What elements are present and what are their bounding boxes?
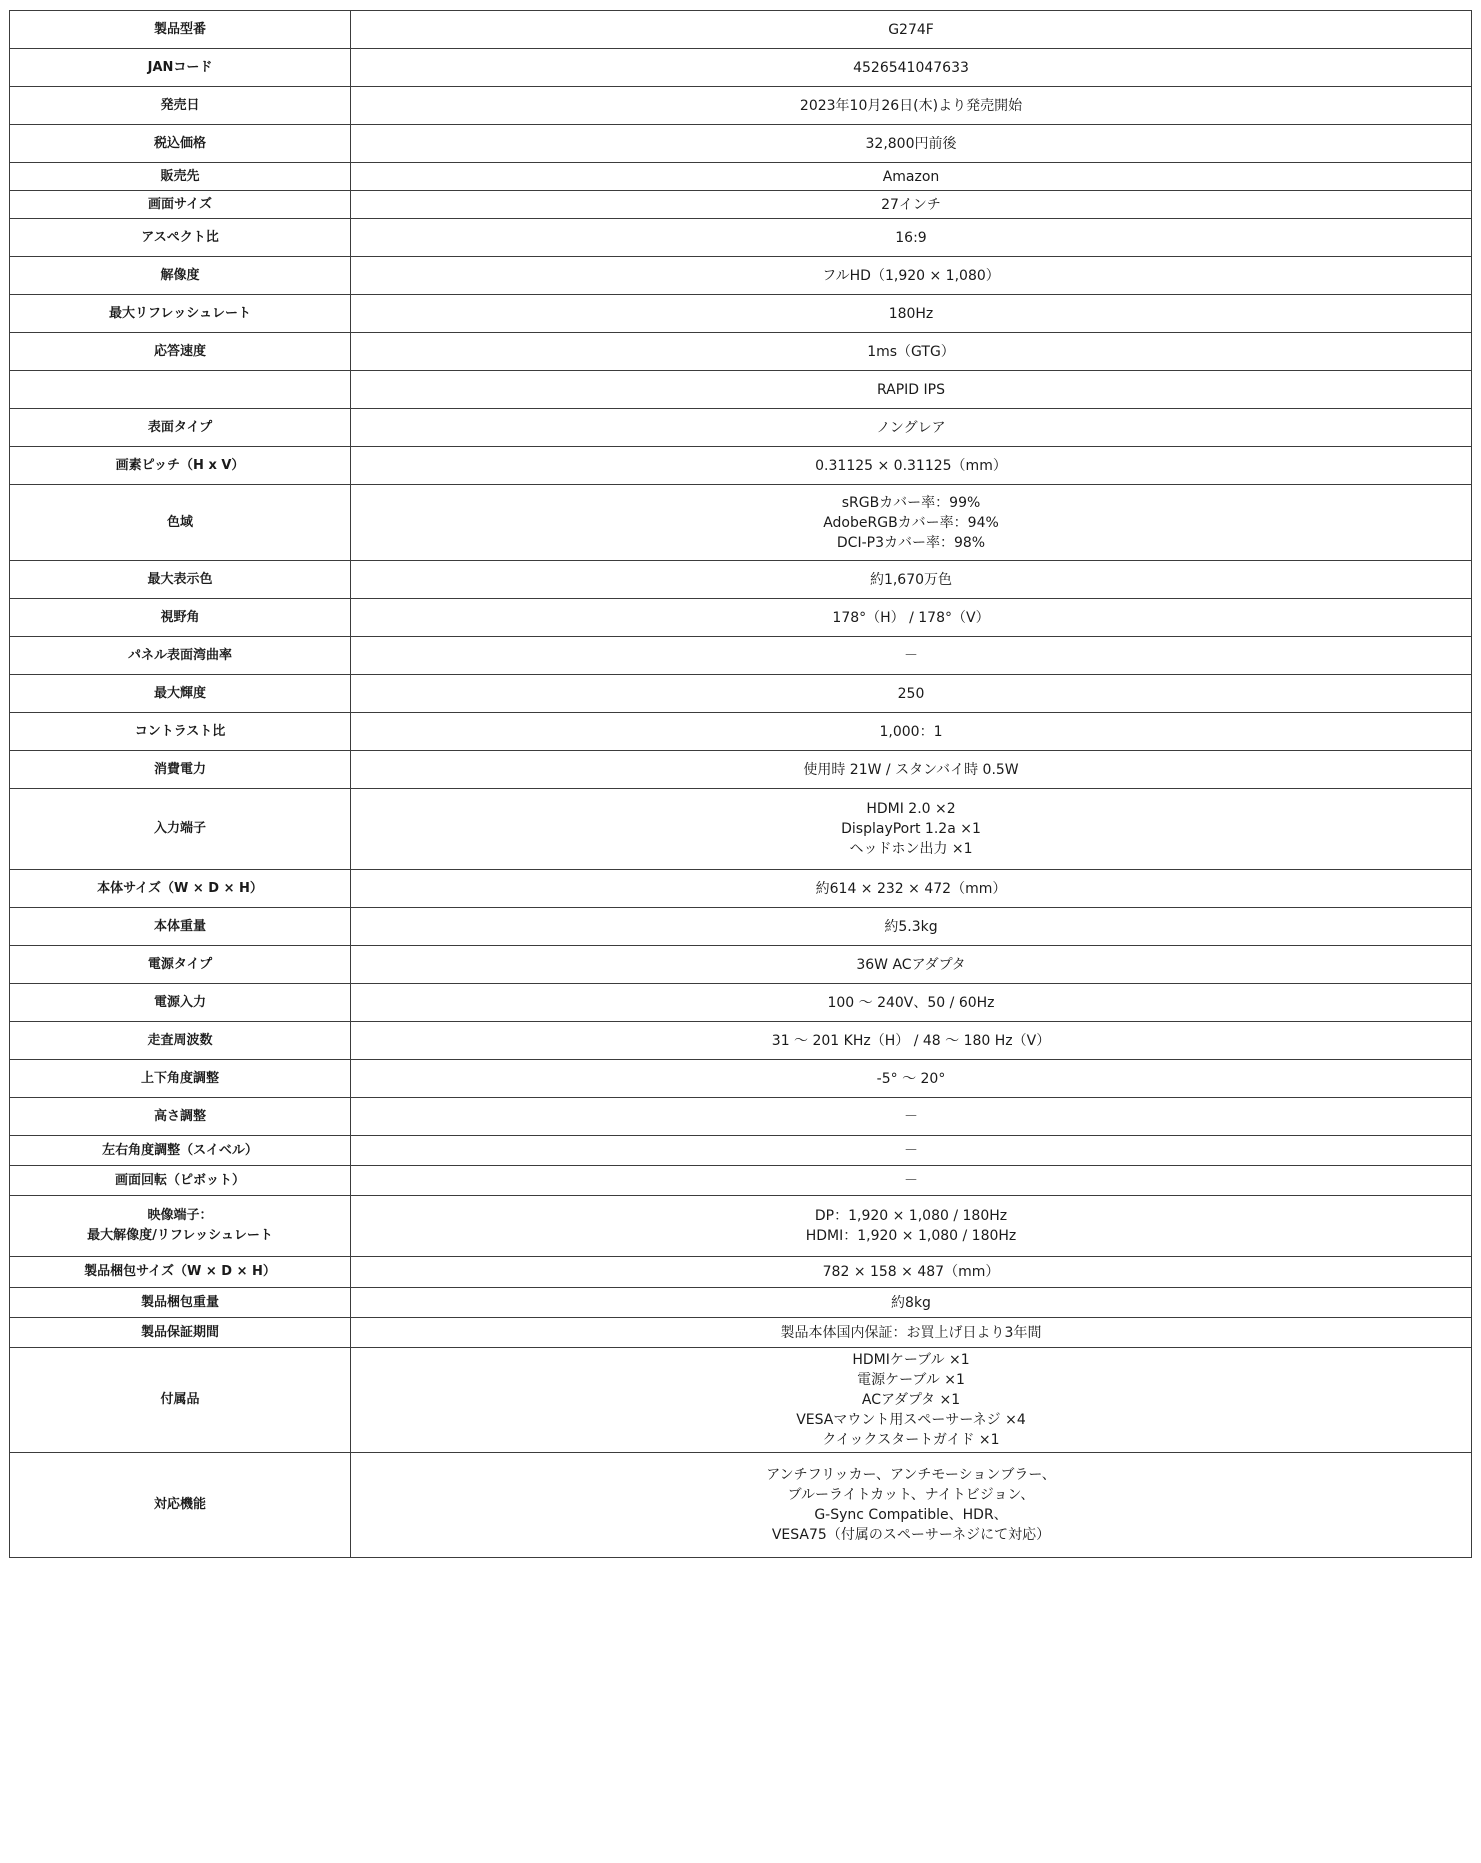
table-row [10, 1098, 1472, 1136]
spec-label-cell [10, 1196, 351, 1257]
table-row [10, 485, 1472, 561]
spec-label-cell [10, 191, 351, 219]
spec-value-cell [351, 371, 1472, 409]
spec-value-cell [351, 49, 1472, 87]
spec-label: 上下角度調整 [140, 1070, 219, 1086]
spec-value-cell [351, 1453, 1472, 1558]
spec-label: 税込価格 [153, 135, 206, 151]
spec-value: － [904, 1142, 918, 1159]
spec-value: 約614 × 232 × 472（mm） [815, 880, 1007, 897]
spec-label: 高さ調整 [153, 1108, 206, 1124]
table-row [10, 11, 1472, 49]
table-row [10, 1022, 1472, 1060]
spec-label-cell [10, 295, 351, 333]
spec-value-cell [351, 908, 1472, 946]
spec-value-cell [351, 191, 1472, 219]
spec-value: DisplayPort 1.2a ×1 [841, 821, 981, 837]
spec-value: 32,800円前後 [865, 135, 957, 152]
spec-label-cell [10, 125, 351, 163]
spec-value: 782 × 158 × 487（mm） [822, 1264, 1000, 1280]
spec-label: 電源入力 [153, 994, 206, 1010]
table-row [10, 789, 1472, 870]
table-row [10, 295, 1472, 333]
table-row [10, 751, 1472, 789]
spec-label: 表面タイプ [147, 419, 213, 435]
spec-label: アスペクト比 [141, 229, 219, 245]
table-row [10, 984, 1472, 1022]
spec-label: 画面サイズ [148, 196, 212, 212]
spec-label-cell [10, 1022, 351, 1060]
spec-value-cell [351, 447, 1472, 485]
spec-label: 解像度 [160, 267, 200, 283]
spec-value-cell [351, 1136, 1472, 1166]
spec-value-cell [351, 1166, 1472, 1196]
spec-label: 販売先 [160, 168, 200, 184]
spec-label-cell [10, 11, 351, 49]
spec-label-cell [10, 946, 351, 984]
spec-value-cell [351, 751, 1472, 789]
spec-value: sRGBカバー率：99% [841, 494, 981, 511]
table-row [10, 1136, 1472, 1166]
table-row [10, 409, 1472, 447]
table-row [10, 49, 1472, 87]
spec-value-cell [351, 946, 1472, 984]
spec-label-cell [10, 637, 351, 675]
spec-value: -5° ～ 20° [876, 1070, 946, 1087]
spec-label-cell [10, 1288, 351, 1318]
spec-label: 応答速度 [153, 343, 206, 359]
spec-table [9, 10, 1472, 1558]
spec-label-cell [10, 1318, 351, 1348]
spec-label-cell [10, 1257, 351, 1288]
spec-value-cell [351, 1196, 1472, 1257]
spec-value: 16:9 [895, 229, 927, 246]
table-row [10, 219, 1472, 257]
spec-label: 画素ピッチ（H x V） [115, 457, 245, 473]
spec-value-cell [351, 561, 1472, 599]
table-row [10, 1318, 1472, 1348]
spec-value: VESA75（付属のスペーサーネジにて対応） [771, 1527, 1051, 1543]
spec-label: 付属品 [160, 1392, 200, 1407]
spec-label-cell [10, 1453, 351, 1558]
spec-value: G-Sync Compatible、HDR、 [814, 1507, 1008, 1523]
spec-value-cell [351, 219, 1472, 257]
spec-value-cell [351, 163, 1472, 191]
spec-value-cell [351, 485, 1472, 561]
spec-value-cell [351, 87, 1472, 125]
spec-value: 約5.3kg [884, 918, 938, 935]
spec-value: 使用時 21W / スタンバイ時 0.5W [803, 761, 1019, 778]
spec-label: 色域 [166, 514, 193, 530]
spec-value-cell [351, 1022, 1472, 1060]
spec-value: ノングレア [876, 419, 946, 436]
spec-label-cell [10, 1348, 351, 1453]
spec-value: 178°（H） / 178°（V） [832, 609, 990, 626]
spec-value-cell [351, 1348, 1472, 1453]
spec-value-cell [351, 1060, 1472, 1098]
spec-value: 約1,670万色 [869, 571, 953, 588]
spec-label-cell [10, 163, 351, 191]
spec-value: 2023年10月26日(木)より発売開始 [799, 97, 1023, 114]
table-row [10, 637, 1472, 675]
spec-label: パネル表面湾曲率 [127, 647, 232, 663]
spec-value: 27インチ [881, 196, 941, 213]
table-row [10, 257, 1472, 295]
table-row [10, 599, 1472, 637]
spec-value: クイックスタートガイド ×1 [822, 1432, 1000, 1448]
spec-label-cell [10, 485, 351, 561]
spec-value: ヘッドホン出力 ×1 [849, 841, 973, 857]
spec-value: HDMI 2.0 ×2 [866, 801, 956, 817]
table-row [10, 163, 1472, 191]
spec-value-cell [351, 984, 1472, 1022]
spec-label: コントラスト比 [134, 723, 226, 739]
spec-label-cell [10, 1060, 351, 1098]
spec-value: HDMIケーブル ×1 [852, 1352, 970, 1368]
spec-value: Amazon [882, 168, 940, 185]
spec-value: 180Hz [888, 305, 934, 322]
spec-value: 1,000：1 [879, 723, 943, 740]
spec-value: VESAマウント用スペーサーネジ ×4 [796, 1412, 1026, 1428]
spec-value: 1ms（GTG） [867, 343, 955, 360]
spec-value-cell [351, 1098, 1472, 1136]
spec-label: 製品梱包重量 [140, 1294, 219, 1310]
spec-value: 約8kg [891, 1294, 931, 1311]
spec-value: ACアダプタ ×1 [861, 1392, 961, 1408]
spec-label-cell [10, 257, 351, 295]
table-row [10, 1453, 1472, 1558]
spec-label: 発売日 [160, 97, 200, 113]
spec-label: 製品保証期間 [140, 1324, 219, 1340]
spec-value: 4526541047633 [853, 59, 969, 76]
spec-table-body [10, 11, 1472, 1558]
spec-label: 製品梱包サイズ（W × D × H） [84, 1264, 276, 1279]
spec-label-cell [10, 675, 351, 713]
spec-value: フルHD（1,920 × 1,080） [822, 267, 1000, 284]
spec-label: 画面回転（ピボット） [114, 1172, 245, 1188]
spec-value-cell [351, 1318, 1472, 1348]
spec-value-cell [351, 713, 1472, 751]
spec-label-cell [10, 713, 351, 751]
spec-value: DCI-P3カバー率：98% [836, 534, 986, 551]
spec-value: － [904, 647, 918, 664]
table-row [10, 1166, 1472, 1196]
spec-label-cell [10, 908, 351, 946]
spec-label: 最大輝度 [153, 685, 206, 701]
spec-label-cell [10, 789, 351, 870]
table-row [10, 870, 1472, 908]
spec-value: 100 ～ 240V、50 / 60Hz [827, 994, 995, 1011]
spec-label: 視野角 [160, 609, 200, 625]
table-row [10, 333, 1472, 371]
spec-value-cell [351, 257, 1472, 295]
spec-value: HDMI：1,920 × 1,080 / 180Hz [805, 1228, 1017, 1244]
table-row [10, 946, 1472, 984]
spec-label-cell [10, 87, 351, 125]
table-row [10, 1288, 1472, 1318]
table-row [10, 125, 1472, 163]
spec-label-cell [10, 984, 351, 1022]
spec-label: 左右角度調整（スイベル） [102, 1142, 258, 1158]
spec-value-cell [351, 599, 1472, 637]
spec-value: － [904, 1108, 918, 1125]
spec-value-cell [351, 789, 1472, 870]
spec-label-cell [10, 870, 351, 908]
spec-label: 入力端子 [153, 821, 206, 836]
spec-value: 31 ～ 201 KHz（H） / 48 ～ 180 Hz（V） [771, 1032, 1051, 1049]
table-row [10, 371, 1472, 409]
spec-label: 最大解像度/リフレッシュレート [87, 1228, 273, 1243]
spec-label: 本体重量 [153, 918, 206, 934]
spec-label: JANコード [147, 59, 213, 75]
spec-label: 製品型番 [153, 21, 206, 37]
table-row [10, 1060, 1472, 1098]
spec-label: 最大リフレッシュレート [108, 305, 252, 321]
spec-value-cell [351, 870, 1472, 908]
spec-value: 36W ACアダプタ [856, 956, 966, 973]
spec-value: AdobeRGBカバー率：94% [823, 514, 999, 531]
spec-label-cell [10, 333, 351, 371]
table-row [10, 675, 1472, 713]
spec-label-cell [10, 371, 351, 409]
table-row [10, 561, 1472, 599]
spec-value: 250 [897, 685, 925, 702]
spec-label: 電源タイプ [147, 956, 213, 972]
spec-label-cell [10, 1166, 351, 1196]
table-row [10, 908, 1472, 946]
spec-label-cell [10, 599, 351, 637]
spec-value-cell [351, 125, 1472, 163]
spec-label: 走査周波数 [147, 1032, 213, 1048]
spec-value-cell [351, 1257, 1472, 1288]
spec-label-cell [10, 1098, 351, 1136]
spec-value-cell [351, 295, 1472, 333]
spec-value-cell [351, 409, 1472, 447]
spec-value: RAPID IPS [877, 381, 945, 398]
spec-value: ブルーライトカット、ナイトビジョン、 [787, 1487, 1035, 1503]
spec-label-cell [10, 447, 351, 485]
table-row [10, 713, 1472, 751]
spec-value-cell [351, 11, 1472, 49]
spec-label-cell [10, 561, 351, 599]
table-row [10, 191, 1472, 219]
spec-label: 最大表示色 [147, 571, 213, 587]
table-row [10, 1257, 1472, 1288]
spec-label: 対応機能 [153, 1497, 206, 1512]
spec-label-cell [10, 1136, 351, 1166]
spec-label: 映像端子： [147, 1208, 213, 1223]
table-row [10, 87, 1472, 125]
spec-label: 消費電力 [153, 761, 206, 777]
table-row [10, 1348, 1472, 1453]
spec-value: 電源ケーブル ×1 [857, 1372, 965, 1388]
spec-value-cell [351, 675, 1472, 713]
spec-value: 0.31125 × 0.31125（mm） [815, 457, 1007, 474]
spec-value: 製品本体国内保証：お買上げ日より3年間 [780, 1324, 1042, 1341]
spec-value-cell [351, 637, 1472, 675]
spec-label-cell [10, 49, 351, 87]
spec-label-cell [10, 751, 351, 789]
table-row [10, 1196, 1472, 1257]
spec-label-cell [10, 219, 351, 257]
spec-value-cell [351, 333, 1472, 371]
table-row [10, 447, 1472, 485]
spec-value: － [904, 1172, 918, 1189]
spec-label: 本体サイズ（W × D × H） [97, 880, 263, 896]
spec-value: G274F [888, 21, 934, 38]
spec-label-cell [10, 409, 351, 447]
spec-value: アンチフリッカー、アンチモーションブラー、 [766, 1467, 1056, 1483]
spec-value-cell [351, 1288, 1472, 1318]
spec-value: DP：1,920 × 1,080 / 180Hz [814, 1208, 1008, 1224]
